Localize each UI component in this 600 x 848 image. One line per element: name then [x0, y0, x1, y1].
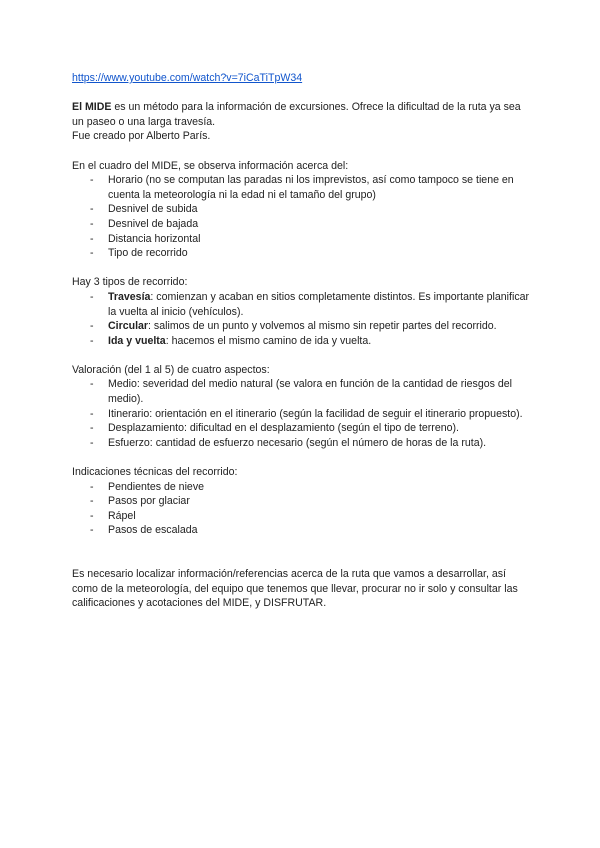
dash-marker: - [90, 174, 94, 187]
list-item [72, 334, 532, 349]
list-item-text: Itinerario: orientación en el itinerario (según la facilidad de seguir el itinerario propuesto). [108, 407, 523, 420]
tipos-heading: Hay 3 tipos de recorrido: [72, 276, 188, 289]
list-item [72, 523, 532, 538]
list-item-bold: Circular [108, 320, 149, 333]
indicaciones-list [72, 480, 532, 538]
dash-marker: - [90, 524, 94, 537]
youtube-link-line [72, 71, 532, 86]
dash-marker: - [90, 217, 94, 230]
list-item [72, 217, 532, 232]
list-item-text: Desnivel de bajada [108, 217, 199, 230]
list-item [72, 436, 532, 451]
list-item-text: Pendientes de nieve [108, 480, 205, 493]
dash-marker: - [90, 495, 94, 508]
list-item [72, 480, 532, 495]
valoracion-heading: Valoración (del 1 al 5) de cuatro aspectos: [72, 363, 270, 376]
list-item [72, 246, 532, 261]
list-item [72, 232, 532, 247]
creator-line: Fue creado por Alberto París. [72, 130, 211, 143]
list-item [72, 173, 532, 202]
list-item [72, 377, 532, 406]
list-item-text: Pasos por glaciar [108, 495, 190, 508]
intro-paragraph [72, 100, 532, 129]
indicaciones-heading: Indicaciones técnicas del recorrido: [72, 466, 238, 479]
list-item-text: : hacemos el mismo camino de ida y vuelta. [165, 334, 372, 347]
intro-bold: El MIDE [72, 101, 112, 114]
list-item-text: Esfuerzo: cantidad de esfuerzo necesario (según el número de horas de la ruta). [108, 436, 487, 449]
dash-marker: - [90, 247, 94, 260]
dash-marker: - [90, 290, 94, 303]
list-item-bold: Travesía [108, 290, 151, 303]
intro-text: es un método para la información de excursiones. Ofrece la dificultad de la ruta ya sea un paseo o una larga travesía. [72, 101, 521, 128]
cuadro-list [72, 173, 532, 261]
list-item-text: Tipo de recorrido [108, 247, 188, 260]
list-item-text: Desnivel de subida [108, 203, 198, 216]
dash-marker: - [90, 480, 94, 493]
dash-marker: - [90, 436, 94, 449]
dash-marker: - [90, 509, 94, 522]
list-item-text: Pasos de escalada [108, 524, 198, 537]
list-item-text: Medio: severidad del medio natural (se valora en función de la cantidad de riesgos del medio). [108, 378, 512, 406]
dash-marker: - [90, 407, 94, 420]
dash-marker: - [90, 378, 94, 391]
list-item-text: Distancia horizontal [108, 232, 201, 245]
youtube-link[interactable]: https://www.youtube.com/watch?v=7iCaTiTpW34 [72, 72, 303, 84]
dash-marker: - [90, 422, 94, 435]
dash-marker: - [90, 232, 94, 245]
list-item-text: : salimos de un punto y volvemos al mismo sin repetir partes del recorrido. [148, 320, 497, 333]
valoracion-list [72, 377, 532, 450]
list-item-bold: Ida y vuelta [108, 334, 166, 347]
conclusion-paragraph: Es necesario localizar información/referencias acerca de la ruta que vamos a desarrollar, así como de la meteorología, del equipo que tenemos que llevar, procurar no ir solo y consultar las calificaciones y acotaciones del MIDE, y DISFRUTAR. [72, 568, 518, 610]
list-item-text: Rápel [108, 509, 136, 522]
list-item [72, 407, 532, 422]
list-item [72, 319, 532, 334]
list-item [72, 202, 532, 217]
list-item-text: Horario (no se computan las paradas ni los imprevistos, así como tampoco se tiene en cuenta la meteorología ni la edad ni el tamaño del grupo) [108, 174, 514, 201]
list-item [72, 290, 532, 319]
list-item-text: : comienzan y acaban en sitios completamente distintos. Es importante planificar la vuelta al inicio (vehículos). [108, 290, 530, 318]
document-page [72, 71, 532, 611]
tipos-list [72, 290, 532, 348]
cuadro-heading: En el cuadro del MIDE, se observa información acerca del: [72, 159, 349, 172]
list-item [72, 421, 532, 436]
dash-marker: - [90, 334, 94, 347]
list-item [72, 509, 532, 524]
dash-marker: - [90, 203, 94, 216]
list-item-text: Desplazamiento: dificultad en el desplazamiento (según el tipo de terreno). [108, 422, 459, 435]
list-item [72, 494, 532, 509]
dash-marker: - [90, 320, 94, 333]
